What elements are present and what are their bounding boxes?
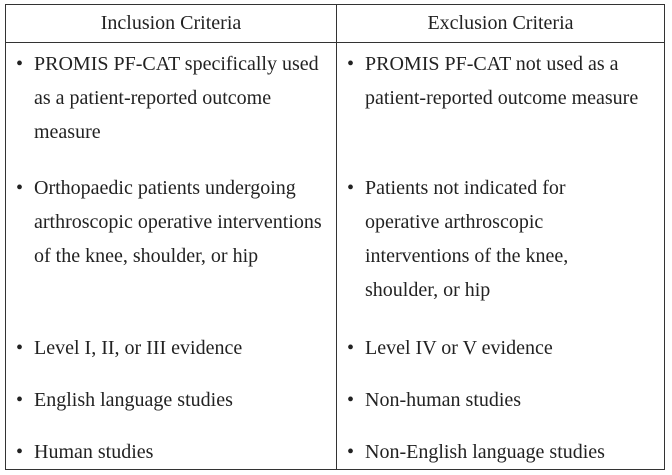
exclusion-item: [347, 383, 658, 417]
exclusion-item-text: Non-human studies: [365, 389, 522, 411]
inclusion-item-text: PROMIS PF-CAT specifically used as a patient-reported outcome measure: [34, 53, 319, 143]
bullet-icon: •: [347, 337, 355, 359]
inclusion-item-text: English language studies: [34, 389, 233, 411]
exclusion-item: [347, 435, 658, 469]
inclusion-item-text: Human studies: [34, 441, 154, 463]
exclusion-item: [347, 47, 658, 115]
inclusion-item-text: Level I, II, or III evidence: [34, 337, 243, 359]
exclusion-item: [347, 171, 658, 307]
inclusion-item: [16, 331, 330, 365]
bullet-icon: •: [347, 53, 355, 75]
exclusion-cell: [337, 43, 664, 469]
exclusion-item-text: Non-English language studies: [365, 441, 605, 463]
inclusion-item: [16, 171, 330, 273]
header-inclusion: Inclusion Criteria: [6, 5, 337, 43]
bullet-icon: •: [16, 53, 24, 75]
bullet-icon: •: [16, 337, 24, 359]
exclusion-item-text: PROMIS PF-CAT not used as a patient-reported outcome measure: [365, 53, 639, 109]
bullet-icon: •: [16, 441, 24, 463]
exclusion-item: [347, 331, 658, 365]
inclusion-item-text: Orthopaedic patients undergoing arthroscopic operative interventions of the knee, shoulder, or hip: [34, 177, 322, 267]
bullet-icon: •: [16, 177, 24, 199]
inclusion-item: [16, 383, 330, 417]
bullet-icon: •: [347, 389, 355, 411]
bullet-icon: •: [347, 441, 355, 463]
inclusion-item: [16, 435, 330, 469]
criteria-table: [5, 4, 665, 470]
inclusion-cell: [6, 43, 337, 469]
exclusion-item-text: Level IV or V evidence: [365, 337, 553, 359]
bullet-icon: •: [347, 177, 355, 199]
inclusion-item: [16, 47, 330, 149]
header-exclusion: Exclusion Criteria: [337, 5, 664, 43]
exclusion-item-text: Patients not indicated for operative arthroscopic interventions of the knee, shoulder, or hip: [365, 177, 569, 301]
bullet-icon: •: [16, 389, 24, 411]
